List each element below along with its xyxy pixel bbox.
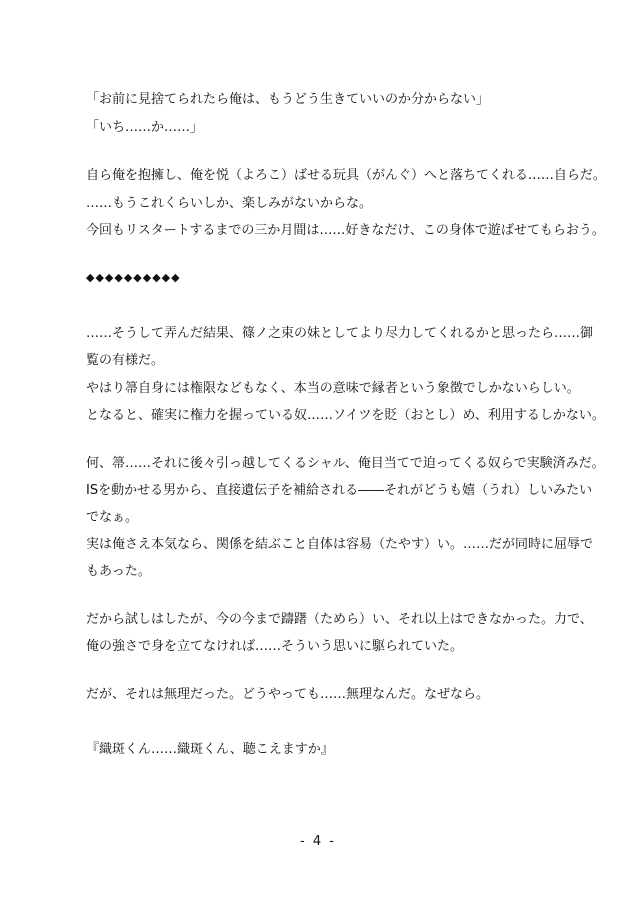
text-line: 俺の強さで身を立てなければ……そういう思いに駆られていた。 bbox=[86, 639, 464, 654]
text-line: でなぁ。 bbox=[86, 510, 139, 525]
text-line: 実は俺さえ本気なら、関係を結ぶこと自体は容易（たやす）い。……だが同時に屈辱で bbox=[86, 537, 594, 552]
text-line: もあった。 bbox=[86, 564, 151, 579]
text-line: 「お前に見捨てられたら俺は、もうどう生きていいのか分からない」 bbox=[86, 92, 490, 107]
text-line: ……そうして弄んだ結果、篠ノ之束の妹としてより尽力してくれるかと思ったら……御 bbox=[86, 326, 594, 341]
text-line: やはり箒自身には権限などもなく、本当の意味で縁者という象徴でしかないらしい。 bbox=[86, 381, 580, 396]
section-divider: ◆◆◆◆◆◆◆◆◆◆ bbox=[86, 271, 181, 284]
text-line: ……もうこれくらいしか、楽しみがないからな。 bbox=[86, 196, 373, 211]
text-line: 何、箒……それに後々引っ越してくるシャル、俺目当てで迫ってくる奴らで実験済みだ。 bbox=[86, 456, 605, 471]
text-line: 『織斑くん……織斑くん、聴こえますか』 bbox=[86, 742, 334, 757]
text-line: 自ら俺を抱擁し、俺を悦（よろこ）ばせる玩具（がんぐ）へと落ちてくれる……自らだ。 bbox=[86, 168, 606, 183]
text-line: 今回もリスタートするまでの三か月間は……好きなだけ、この身体で遊ばせてもらおう。 bbox=[86, 223, 605, 238]
text-line: 「いち……か……」 bbox=[86, 120, 204, 135]
text-line: だから試しはしたが、今の今まで躊躇（ためら）い、それ以上はできなかった。力で、 bbox=[86, 612, 593, 627]
text-line: だが、それは無理だった。どうやっても……無理なんだ。なぜなら。 bbox=[86, 687, 490, 702]
text-line: となると、確実に権力を握っている奴……ソイツを貶（おとし）め、利用するしかない。 bbox=[86, 408, 605, 423]
text-line: 覧の有様だ。 bbox=[86, 353, 165, 368]
text-line: ISを動かせる男から、直接遺伝子を補給される――それがどうも嬉（うれ）しいみたい bbox=[86, 483, 593, 498]
page-number: - 4 - bbox=[300, 834, 336, 849]
